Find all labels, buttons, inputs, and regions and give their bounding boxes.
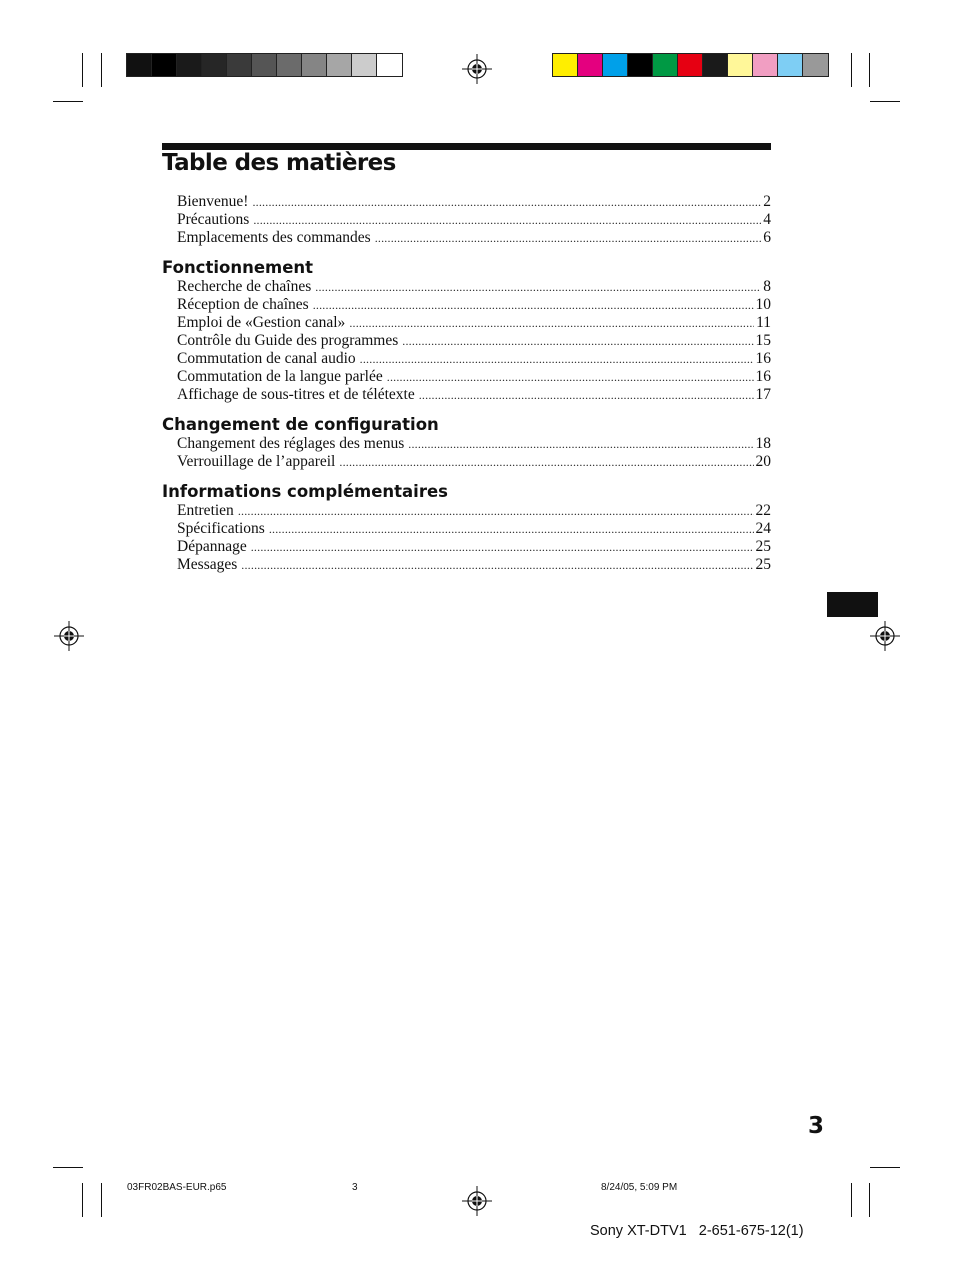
toc-section <box>162 415 771 471</box>
toc-section-heading: Informations complémentaires <box>162 482 448 501</box>
toc-section <box>162 482 771 574</box>
toc-leader-dots <box>315 278 761 296</box>
grayscale-swatch <box>377 54 402 76</box>
title-rule <box>162 143 771 150</box>
toc-leader-dots <box>387 368 754 386</box>
process-color-swatch <box>653 54 678 76</box>
toc-leader-dots <box>339 453 753 471</box>
toc-entry-page: 6 <box>763 229 771 246</box>
toc-entry <box>162 368 771 386</box>
toc-entry-label: Contrôle du Guide des programmes <box>177 332 399 349</box>
grayscale-color-bar <box>126 53 403 77</box>
toc-leader-dots <box>238 502 754 520</box>
toc-entry-page: 24 <box>755 520 771 537</box>
toc-leader-dots <box>252 193 761 211</box>
toc-entry-label: Emplacements des commandes <box>177 229 371 246</box>
crop-mark <box>82 1183 83 1217</box>
crop-mark <box>101 53 102 87</box>
toc-entry <box>162 556 771 574</box>
toc-entry <box>162 502 771 520</box>
toc-leader-dots <box>269 520 754 538</box>
toc-entry-page: 4 <box>763 211 771 228</box>
process-color-bar <box>552 53 829 77</box>
grayscale-swatch <box>252 54 277 76</box>
process-color-swatch <box>678 54 703 76</box>
process-color-swatch <box>628 54 653 76</box>
toc-entry-page: 25 <box>755 538 771 555</box>
process-color-swatch <box>728 54 753 76</box>
model-number: Sony XT-DTV1 2-651-675-12(1) <box>590 1223 804 1239</box>
process-color-swatch <box>578 54 603 76</box>
toc-entry <box>162 332 771 350</box>
toc-entry-page: 18 <box>755 435 771 452</box>
grayscale-swatch <box>302 54 327 76</box>
toc-entry-label: Changement des réglages des menus <box>177 435 405 452</box>
toc-entry <box>162 520 771 538</box>
toc-entry-page: 17 <box>755 386 771 403</box>
toc-entry-label: Réception de chaînes <box>177 296 309 313</box>
process-color-swatch <box>803 54 828 76</box>
toc-entry-label: Dépannage <box>177 538 247 555</box>
grayscale-swatch <box>277 54 302 76</box>
process-color-swatch <box>603 54 628 76</box>
slug-page-number: 3 <box>352 1182 358 1193</box>
toc-entry-page: 25 <box>755 556 771 573</box>
toc-leader-dots <box>241 556 753 574</box>
grayscale-swatch <box>127 54 152 76</box>
toc-entry <box>162 229 771 247</box>
toc-sections <box>162 258 771 574</box>
process-color-swatch <box>703 54 728 76</box>
toc-section <box>162 258 771 404</box>
toc-entry-page: 11 <box>756 314 771 331</box>
toc-entry-page: 2 <box>763 193 771 210</box>
toc-entry-label: Verrouillage de l’appareil <box>177 453 336 470</box>
page-number: 3 <box>808 1113 825 1139</box>
slug-file-name: 03FR02BAS-EUR.p65 <box>127 1182 227 1193</box>
crop-mark <box>82 53 83 87</box>
crop-mark <box>870 101 900 102</box>
toc-entry <box>162 386 771 404</box>
toc-leader-dots <box>408 435 753 453</box>
toc-entry <box>162 435 771 453</box>
toc-entry-label: Bienvenue! <box>177 193 249 210</box>
toc-leader-dots <box>349 314 754 332</box>
crop-mark <box>851 1183 852 1217</box>
toc-entry-label: Entretien <box>177 502 234 519</box>
toc-entry-page: 16 <box>755 368 771 385</box>
grayscale-swatch <box>227 54 252 76</box>
process-color-swatch <box>778 54 803 76</box>
grayscale-swatch <box>202 54 227 76</box>
toc-entry-label: Recherche de chaînes <box>177 278 312 295</box>
toc-leader-dots <box>375 229 762 247</box>
table-of-contents <box>162 193 771 585</box>
toc-entry-label: Spécifications <box>177 520 265 537</box>
crop-mark <box>851 53 852 87</box>
toc-entry <box>162 453 771 471</box>
toc-leader-dots <box>253 211 761 229</box>
toc-entry <box>162 278 771 296</box>
crop-mark <box>869 1183 870 1217</box>
slug-timestamp: 8/24/05, 5:09 PM <box>601 1182 678 1193</box>
toc-leader-dots <box>402 332 753 350</box>
toc-entry-page: 10 <box>755 296 771 313</box>
toc-entry-label: Précautions <box>177 211 250 228</box>
grayscale-swatch <box>327 54 352 76</box>
language-tab-marker <box>827 592 878 617</box>
toc-section-heading: Fonctionnement <box>162 258 314 277</box>
toc-entry-page: 20 <box>755 453 771 470</box>
toc-entry-page: 16 <box>755 350 771 367</box>
registration-mark-icon <box>461 1185 493 1217</box>
toc-entry <box>162 314 771 332</box>
crop-mark <box>53 1167 83 1168</box>
crop-mark <box>53 101 83 102</box>
grayscale-swatch <box>177 54 202 76</box>
toc-entry <box>162 350 771 368</box>
toc-leader-dots <box>419 386 754 404</box>
registration-mark-icon <box>53 620 85 652</box>
toc-entry <box>162 538 771 556</box>
page-title: Table des matières <box>162 150 396 176</box>
toc-entry-page: 22 <box>755 502 771 519</box>
toc-entry <box>162 211 771 229</box>
registration-mark-icon <box>461 53 493 85</box>
toc-entry-label: Messages <box>177 556 238 573</box>
toc-intro-group <box>162 193 771 247</box>
toc-leader-dots <box>360 350 754 368</box>
toc-leader-dots <box>313 296 754 314</box>
crop-mark <box>101 1183 102 1217</box>
toc-section-heading: Changement de configuration <box>162 415 439 434</box>
toc-entry-label: Commutation de canal audio <box>177 350 356 367</box>
toc-leader-dots <box>251 538 754 556</box>
toc-entry <box>162 296 771 314</box>
toc-entry-label: Commutation de la langue parlée <box>177 368 383 385</box>
grayscale-swatch <box>352 54 377 76</box>
toc-entry-page: 15 <box>755 332 771 349</box>
toc-entry-label: Emploi de «Gestion canal» <box>177 314 346 331</box>
registration-mark-icon <box>869 620 901 652</box>
crop-mark <box>870 1167 900 1168</box>
toc-entry-page: 8 <box>763 278 771 295</box>
grayscale-swatch <box>152 54 177 76</box>
toc-entry <box>162 193 771 211</box>
crop-mark <box>869 53 870 87</box>
toc-entry-label: Affichage de sous-titres et de télétexte <box>177 386 415 403</box>
process-color-swatch <box>753 54 778 76</box>
process-color-swatch <box>553 54 578 76</box>
